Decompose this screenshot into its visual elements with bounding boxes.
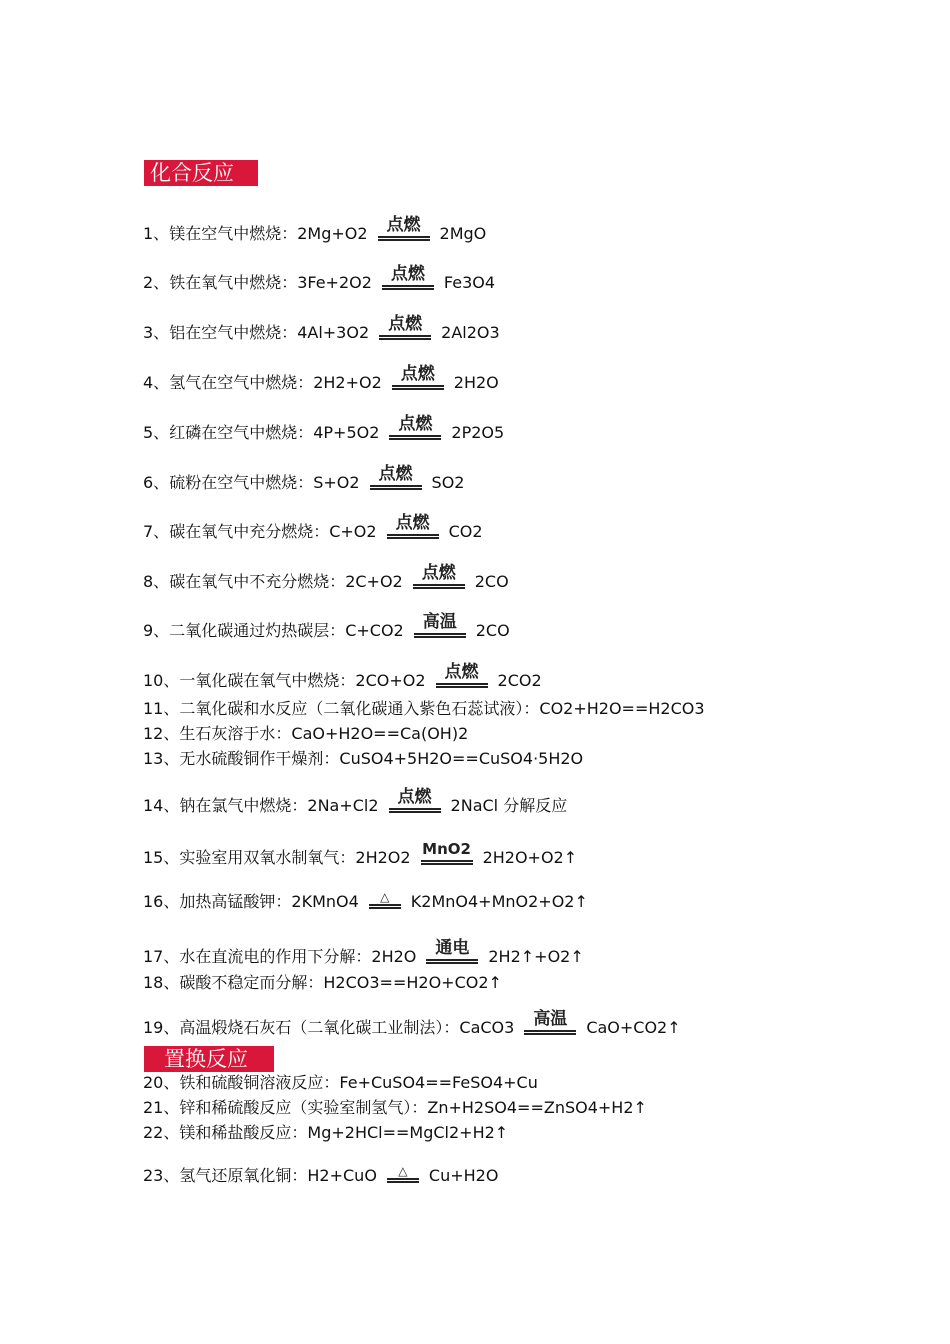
equals-sign-icon [436, 683, 488, 688]
reaction-reactants: 3Fe+2O2 [297, 273, 372, 292]
reaction-condition [524, 1010, 576, 1035]
reaction-description: 生石灰溶于水： [179, 724, 292, 743]
reaction-description: 铁和硫酸铜溶液反应： [179, 1073, 340, 1092]
reaction-condition [369, 891, 401, 909]
equals-sign-icon [524, 1030, 576, 1035]
reaction-description: 实验室用双氧水制氧气： [179, 848, 356, 867]
reaction-reactants: 2Mg+O2 [297, 224, 368, 243]
reaction-line [143, 749, 583, 769]
reaction-condition [387, 1165, 419, 1183]
reaction-number: 13、 [143, 749, 180, 768]
reaction-line [143, 364, 499, 393]
condition-label: 通电 [435, 938, 470, 958]
reaction-reactants: 2C+O2 [345, 572, 403, 591]
section-header-replacement: 置换反应 [144, 1046, 274, 1072]
reaction-reactants: CaO+H2O==Ca(OH)2 [291, 724, 469, 743]
condition-label: 点燃 [400, 364, 435, 384]
reaction-number: 10、 [143, 671, 180, 690]
reaction-number: 14、 [143, 796, 180, 815]
condition-label: 点燃 [390, 264, 425, 284]
reaction-line [143, 840, 578, 868]
reaction-reactants: 4P+5O2 [313, 423, 380, 442]
equals-sign-icon [378, 236, 430, 241]
equals-sign-icon [387, 534, 439, 539]
reaction-reactants: C+CO2 [345, 621, 404, 640]
reaction-line [143, 414, 505, 443]
reaction-description: 碳在氧气中充分燃烧： [169, 522, 330, 541]
condition-label: 点燃 [397, 787, 432, 807]
reaction-description: 高温煅烧石灰石（二氧化碳工业制法）： [179, 1018, 460, 1037]
condition-label: 点燃 [386, 215, 421, 235]
reaction-line [143, 612, 510, 641]
reaction-line [143, 973, 502, 993]
condition-label: MnO2 [422, 840, 471, 858]
reaction-condition [387, 514, 439, 539]
reaction-number: 9、 [143, 621, 170, 640]
reaction-products: 2MgO [439, 224, 487, 243]
reaction-products: 2H2↑+O2↑ [488, 947, 584, 966]
reaction-line [143, 699, 705, 719]
condition-label: 点燃 [395, 513, 430, 533]
reaction-number: 1、 [143, 224, 170, 243]
equals-sign-icon [370, 485, 422, 490]
reaction-reactants: CuSO4+5H2O==CuSO4·5H2O [339, 749, 584, 768]
reaction-number: 6、 [143, 473, 170, 492]
reaction-condition [379, 315, 431, 340]
reaction-description: 二氧化碳通过灼热碳层： [169, 621, 346, 640]
reaction-description: 碳在氧气中不充分燃烧： [169, 572, 346, 591]
reaction-reactants: 2H2O2 [355, 848, 411, 867]
reaction-condition [378, 216, 430, 241]
section-header-combination: 化合反应 [144, 160, 258, 186]
condition-label: △ [398, 1164, 408, 1178]
reaction-reactants: Fe+CuSO4==FeSO4+Cu [339, 1073, 538, 1092]
reaction-number: 2、 [143, 273, 170, 292]
reaction-number: 23、 [143, 1166, 180, 1185]
reaction-reactants: CaCO3 [459, 1018, 515, 1037]
condition-label: 高温 [422, 612, 457, 632]
reaction-line [143, 938, 584, 967]
reaction-condition [413, 564, 465, 589]
equals-sign-icon [379, 335, 431, 340]
reaction-products: 2CO [475, 621, 510, 640]
reaction-products: 2NaCl 分解反应 [450, 796, 568, 815]
reaction-condition [421, 840, 473, 865]
reaction-products: 2H2O+O2↑ [482, 848, 578, 867]
reaction-condition [414, 613, 466, 638]
reaction-reactants: 2H2+O2 [313, 373, 382, 392]
reaction-description: 镁和稀盐酸反应： [179, 1123, 308, 1142]
reaction-description: 水在直流电的作用下分解： [179, 947, 372, 966]
reaction-number: 20、 [143, 1073, 180, 1092]
reaction-description: 铝在空气中燃烧： [169, 323, 298, 342]
reaction-products: Cu+H2O [428, 1166, 499, 1185]
reaction-number: 19、 [143, 1018, 180, 1037]
reaction-line [143, 724, 468, 744]
reaction-condition [389, 415, 441, 440]
condition-label: 高温 [533, 1009, 568, 1029]
reaction-line [143, 1098, 647, 1118]
reaction-line [143, 1073, 538, 1093]
reaction-description: 铁在氧气中燃烧： [169, 273, 298, 292]
equals-sign-icon [389, 808, 441, 813]
equals-sign-icon [382, 285, 434, 290]
reaction-products: Fe3O4 [443, 273, 496, 292]
reaction-reactants: CO2+H2O==H2CO3 [539, 699, 705, 718]
reaction-line [143, 1166, 498, 1186]
reaction-line [143, 464, 465, 493]
equals-sign-icon [414, 633, 466, 638]
reaction-description: 氢气还原氧化铜： [179, 1166, 308, 1185]
reaction-line [143, 563, 509, 592]
condition-label: △ [380, 890, 390, 904]
reaction-products: 2CO2 [497, 671, 542, 690]
reaction-reactants: S+O2 [313, 473, 360, 492]
equals-sign-icon [413, 584, 465, 589]
reaction-line [143, 1009, 681, 1038]
equals-sign-icon [389, 435, 441, 440]
equals-sign-icon [421, 860, 473, 865]
reaction-condition [436, 663, 488, 688]
reaction-condition [426, 939, 478, 964]
reaction-products: 2P2O5 [451, 423, 505, 442]
reaction-description: 无水硫酸铜作干燥剂： [179, 749, 340, 768]
equals-sign-icon [392, 385, 444, 390]
reaction-number: 7、 [143, 522, 170, 541]
reaction-description: 二氧化碳和水反应（二氧化碳通入紫色石蕊试液）： [179, 699, 540, 718]
reaction-number: 18、 [143, 973, 180, 992]
reaction-line [143, 215, 487, 244]
equals-sign-icon [387, 1178, 419, 1183]
reaction-number: 3、 [143, 323, 170, 342]
reaction-description: 锌和稀硫酸反应（实验室制氢气）： [179, 1098, 428, 1117]
reaction-description: 红磷在空气中燃烧： [169, 423, 314, 442]
reaction-number: 4、 [143, 373, 170, 392]
reaction-condition [382, 265, 434, 290]
reaction-description: 氢气在空气中燃烧： [169, 373, 314, 392]
reaction-line [143, 787, 568, 816]
reaction-number: 15、 [143, 848, 180, 867]
reaction-products: CaO+CO2↑ [586, 1018, 681, 1037]
reaction-products: 2Al2O3 [441, 323, 500, 342]
reaction-number: 22、 [143, 1123, 180, 1142]
reaction-condition [370, 465, 422, 490]
reaction-number: 5、 [143, 423, 170, 442]
reaction-reactants: 2H2O [371, 947, 417, 966]
reaction-number: 17、 [143, 947, 180, 966]
reaction-line [143, 892, 588, 912]
reaction-products: 2H2O [453, 373, 499, 392]
condition-label: 点燃 [388, 314, 423, 334]
condition-label: 点燃 [398, 414, 433, 434]
reaction-number: 12、 [143, 724, 180, 743]
reaction-reactants: H2+CuO [307, 1166, 377, 1185]
reaction-line [143, 662, 542, 691]
reaction-condition [389, 788, 441, 813]
reaction-description: 镁在空气中燃烧： [169, 224, 298, 243]
reaction-reactants: H2CO3==H2O+CO2↑ [323, 973, 502, 992]
reaction-reactants: 2KMnO4 [291, 892, 359, 911]
reaction-line [143, 513, 483, 542]
condition-label: 点燃 [444, 662, 479, 682]
reaction-reactants: 2Na+Cl2 [307, 796, 379, 815]
reaction-description: 碳酸不稳定而分解： [179, 973, 324, 992]
reaction-reactants: Mg+2HCl==MgCl2+H2↑ [307, 1123, 509, 1142]
reaction-description: 硫粉在空气中燃烧： [169, 473, 314, 492]
condition-label: 点燃 [378, 464, 413, 484]
reaction-description: 一氧化碳在氧气中燃烧： [179, 671, 356, 690]
reaction-products: CO2 [448, 522, 483, 541]
reaction-reactants: 4Al+3O2 [297, 323, 370, 342]
reaction-line [143, 1123, 508, 1143]
reaction-number: 21、 [143, 1098, 180, 1117]
reaction-number: 16、 [143, 892, 180, 911]
condition-label: 点燃 [421, 563, 456, 583]
reaction-products: SO2 [431, 473, 465, 492]
reaction-products: K2MnO4+MnO2+O2↑ [410, 892, 588, 911]
reaction-line [143, 314, 500, 343]
reaction-reactants: Zn+H2SO4==ZnSO4+H2↑ [427, 1098, 647, 1117]
reaction-reactants: 2CO+O2 [355, 671, 426, 690]
reaction-products: 2CO [474, 572, 509, 591]
reaction-condition [392, 365, 444, 390]
equals-sign-icon [369, 904, 401, 909]
reaction-line [143, 264, 496, 293]
equals-sign-icon [426, 959, 478, 964]
reaction-number: 11、 [143, 699, 180, 718]
reaction-reactants: C+O2 [329, 522, 377, 541]
reaction-description: 钠在氯气中燃烧： [179, 796, 308, 815]
reaction-number: 8、 [143, 572, 170, 591]
reaction-description: 加热高锰酸钾： [179, 892, 292, 911]
